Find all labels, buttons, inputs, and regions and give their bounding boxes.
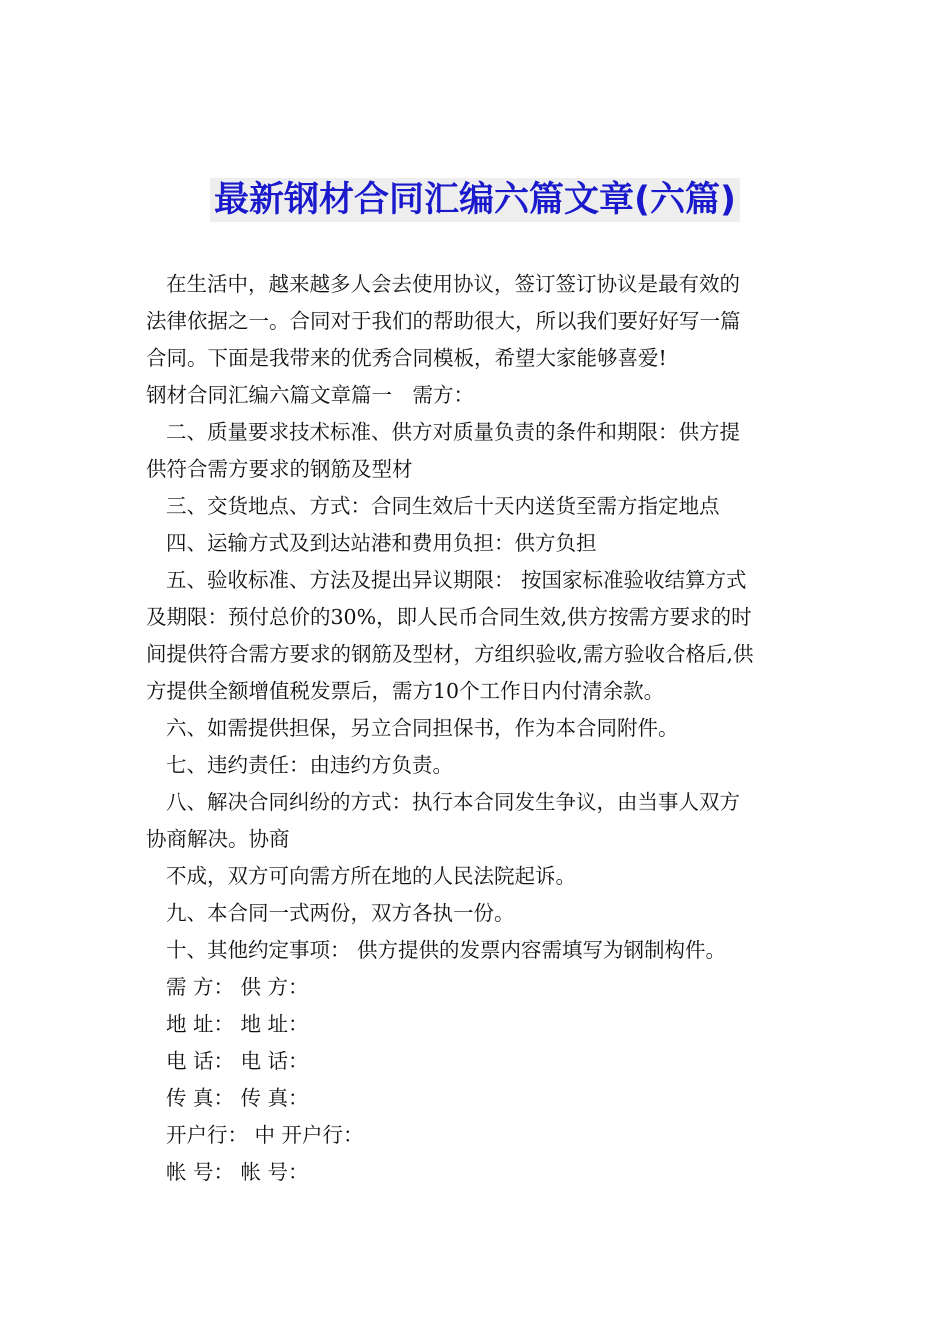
paragraph-line: 二、质量要求技术标准、供方对质量负责的条件和期限：供方提 xyxy=(166,420,740,444)
paragraph-line: 九、本合同一式两份，双方各执一份。 xyxy=(166,901,515,925)
signature-field-line: 开户行： 中 开户行： xyxy=(166,1123,364,1147)
paragraph-line: 间提供符合需方要求的钢筋及型材，方组织验收,需方验收合格后,供 xyxy=(146,642,754,666)
document-body xyxy=(146,266,806,1191)
paragraph-line: 四、运输方式及到达站港和费用负担：供方负担 xyxy=(166,531,597,555)
paragraph-line: 不成，双方可向需方所在地的人民法院起诉。 xyxy=(166,864,576,888)
signature-field-line: 需 方： 供 方： xyxy=(166,975,309,999)
signature-field-line: 地 址： 地 址： xyxy=(166,1012,309,1036)
paragraph-line: 合同。下面是我带来的优秀合同模板，希望大家能够喜爱! xyxy=(146,346,667,370)
paragraph-line: 六、如需提供担保，另立合同担保书，作为本合同附件。 xyxy=(166,716,679,740)
paragraph-line: 十、其他约定事项： 供方提供的发票内容需填写为钢制构件。 xyxy=(166,938,727,962)
paragraph-line: 方提供全额增值税发票后，需方10个工作日内付清余款。 xyxy=(146,679,665,703)
signature-field-line: 电 话： 电 话： xyxy=(166,1049,309,1073)
signature-field-line: 帐 号： 帐 号： xyxy=(166,1160,309,1184)
paragraph-line: 八、解决合同纠纷的方式：执行本合同发生争议，由当事人双方 xyxy=(166,790,740,814)
document-title: 最新钢材合同汇编六篇文章(六篇) xyxy=(210,178,740,222)
paragraph-line: 协商解决。协商 xyxy=(146,827,290,851)
title-container xyxy=(0,178,950,222)
paragraph-line: 七、违约责任：由违约方负责。 xyxy=(166,753,453,777)
paragraph-line: 供符合需方要求的钢筋及型材 xyxy=(146,457,413,481)
paragraph-line: 及期限：预付总价的30%，即人民币合同生效,供方按需方要求的时 xyxy=(146,605,752,629)
paragraph-line: 三、交货地点、方式：合同生效后十天内送货至需方指定地点 xyxy=(166,494,720,518)
paragraph-line: 在生活中，越来越多人会去使用协议，签订签订协议是最有效的 xyxy=(166,272,740,296)
paragraph-line: 五、验收标准、方法及提出异议期限： 按国家标准验收结算方式 xyxy=(166,568,747,592)
signature-field-line: 传 真： 传 真： xyxy=(166,1086,309,1110)
paragraph-line: 钢材合同汇编六篇文章篇一 需方： xyxy=(146,383,474,407)
paragraph-line: 法律依据之一。合同对于我们的帮助很大，所以我们要好好写一篇 xyxy=(146,309,741,333)
